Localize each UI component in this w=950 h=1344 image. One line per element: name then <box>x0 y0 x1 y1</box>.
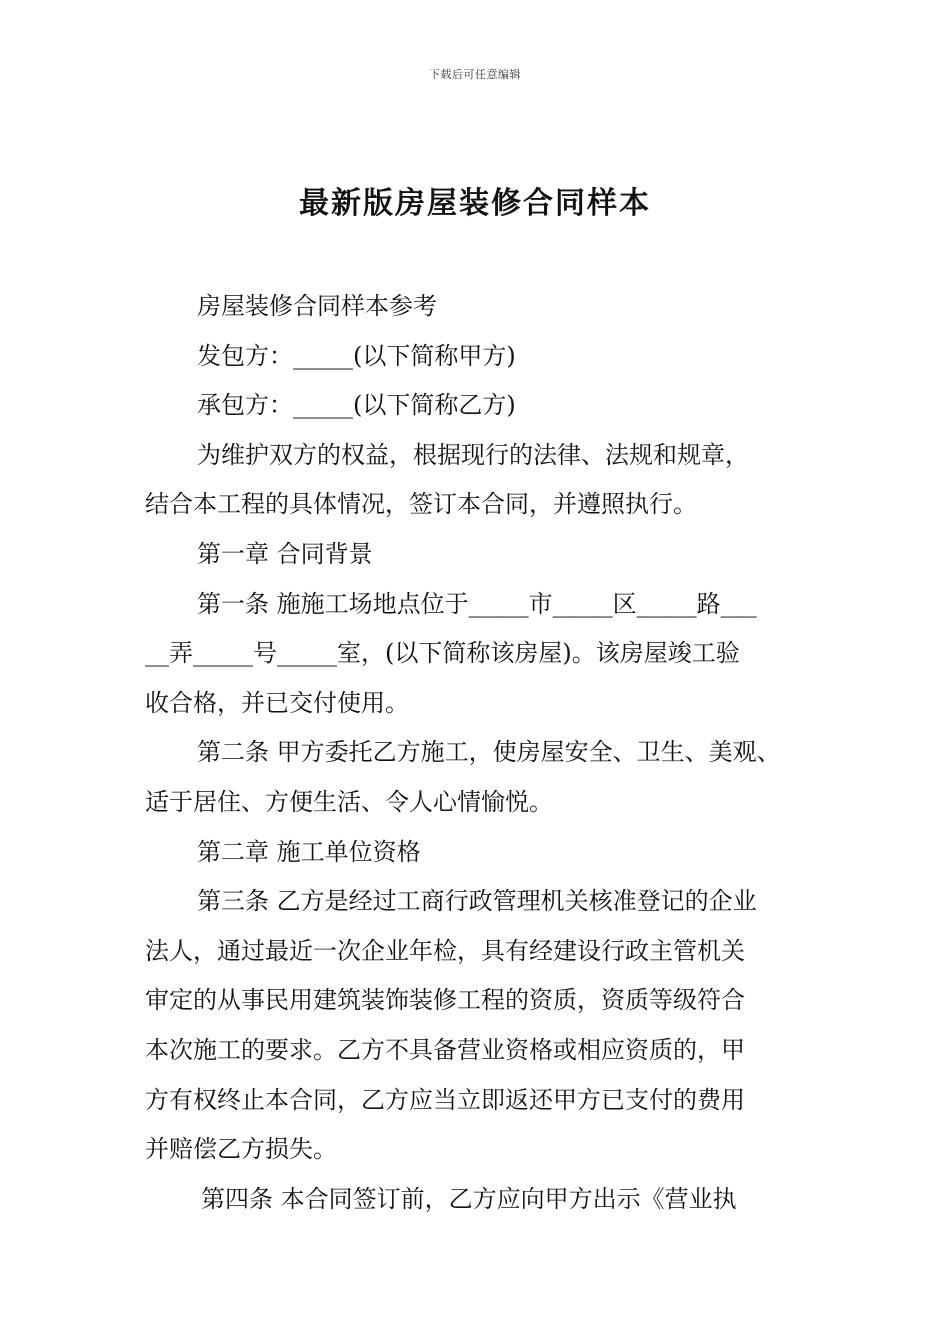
party-a-line: 发包方：_____(以下简称甲方) <box>197 341 516 370</box>
article-3-line-5: 方有权终止本合同，乙方应当立即返还甲方已支付的费用 <box>145 1085 745 1114</box>
chapter-1-heading: 第一章 合同背景 <box>197 539 373 568</box>
chapter-2-heading: 第二章 施工单位资格 <box>197 837 421 866</box>
document-title: 最新版房屋装修合同样本 <box>299 186 651 221</box>
article-3-line-2: 法人，通过最近一次企业年检，具有经建设行政主管机关 <box>145 936 745 965</box>
page-header-note: 下载后可任意编辑 <box>429 68 521 81</box>
article-2-line-1: 第二条 甲方委托乙方施工，使房屋安全、卫生、美观、 <box>197 738 781 767</box>
article-2-line-2: 适于居住、方便生活、令人心情愉悦。 <box>145 787 553 816</box>
intro-line: 房屋装修合同样本参考 <box>197 292 437 320</box>
article-1-line-2: __弄_____号_____室，(以下简称该房屋)。该房屋竣工验 <box>145 639 740 668</box>
article-4-line-1: 第四条 本合同签订前，乙方应向甲方出示《营业执 <box>201 1184 737 1213</box>
preamble-line-1: 为维护双方的权益，根据现行的法律、法规和规章， <box>197 440 749 469</box>
article-3-line-6: 并赔偿乙方损失。 <box>145 1135 337 1164</box>
article-1-line-3: 收合格，并已交付使用。 <box>145 688 409 717</box>
document-body <box>145 282 810 1224</box>
article-3-line-1: 第三条 乙方是经过工商行政管理机关核准登记的企业 <box>197 887 757 916</box>
article-3-line-4: 本次施工的要求。乙方不具备营业资格或相应资质的，甲 <box>145 1035 745 1064</box>
preamble-line-2: 结合本工程的具体情况，签订本合同，并遵照执行。 <box>145 490 697 519</box>
article-1-line-1: 第一条 施施工场地点位于_____市_____区_____路___ <box>197 589 757 618</box>
article-3-line-3: 审定的从事民用建筑装饰装修工程的资质，资质等级符合 <box>145 986 745 1015</box>
party-b-line: 承包方：_____(以下简称乙方) <box>197 391 516 420</box>
